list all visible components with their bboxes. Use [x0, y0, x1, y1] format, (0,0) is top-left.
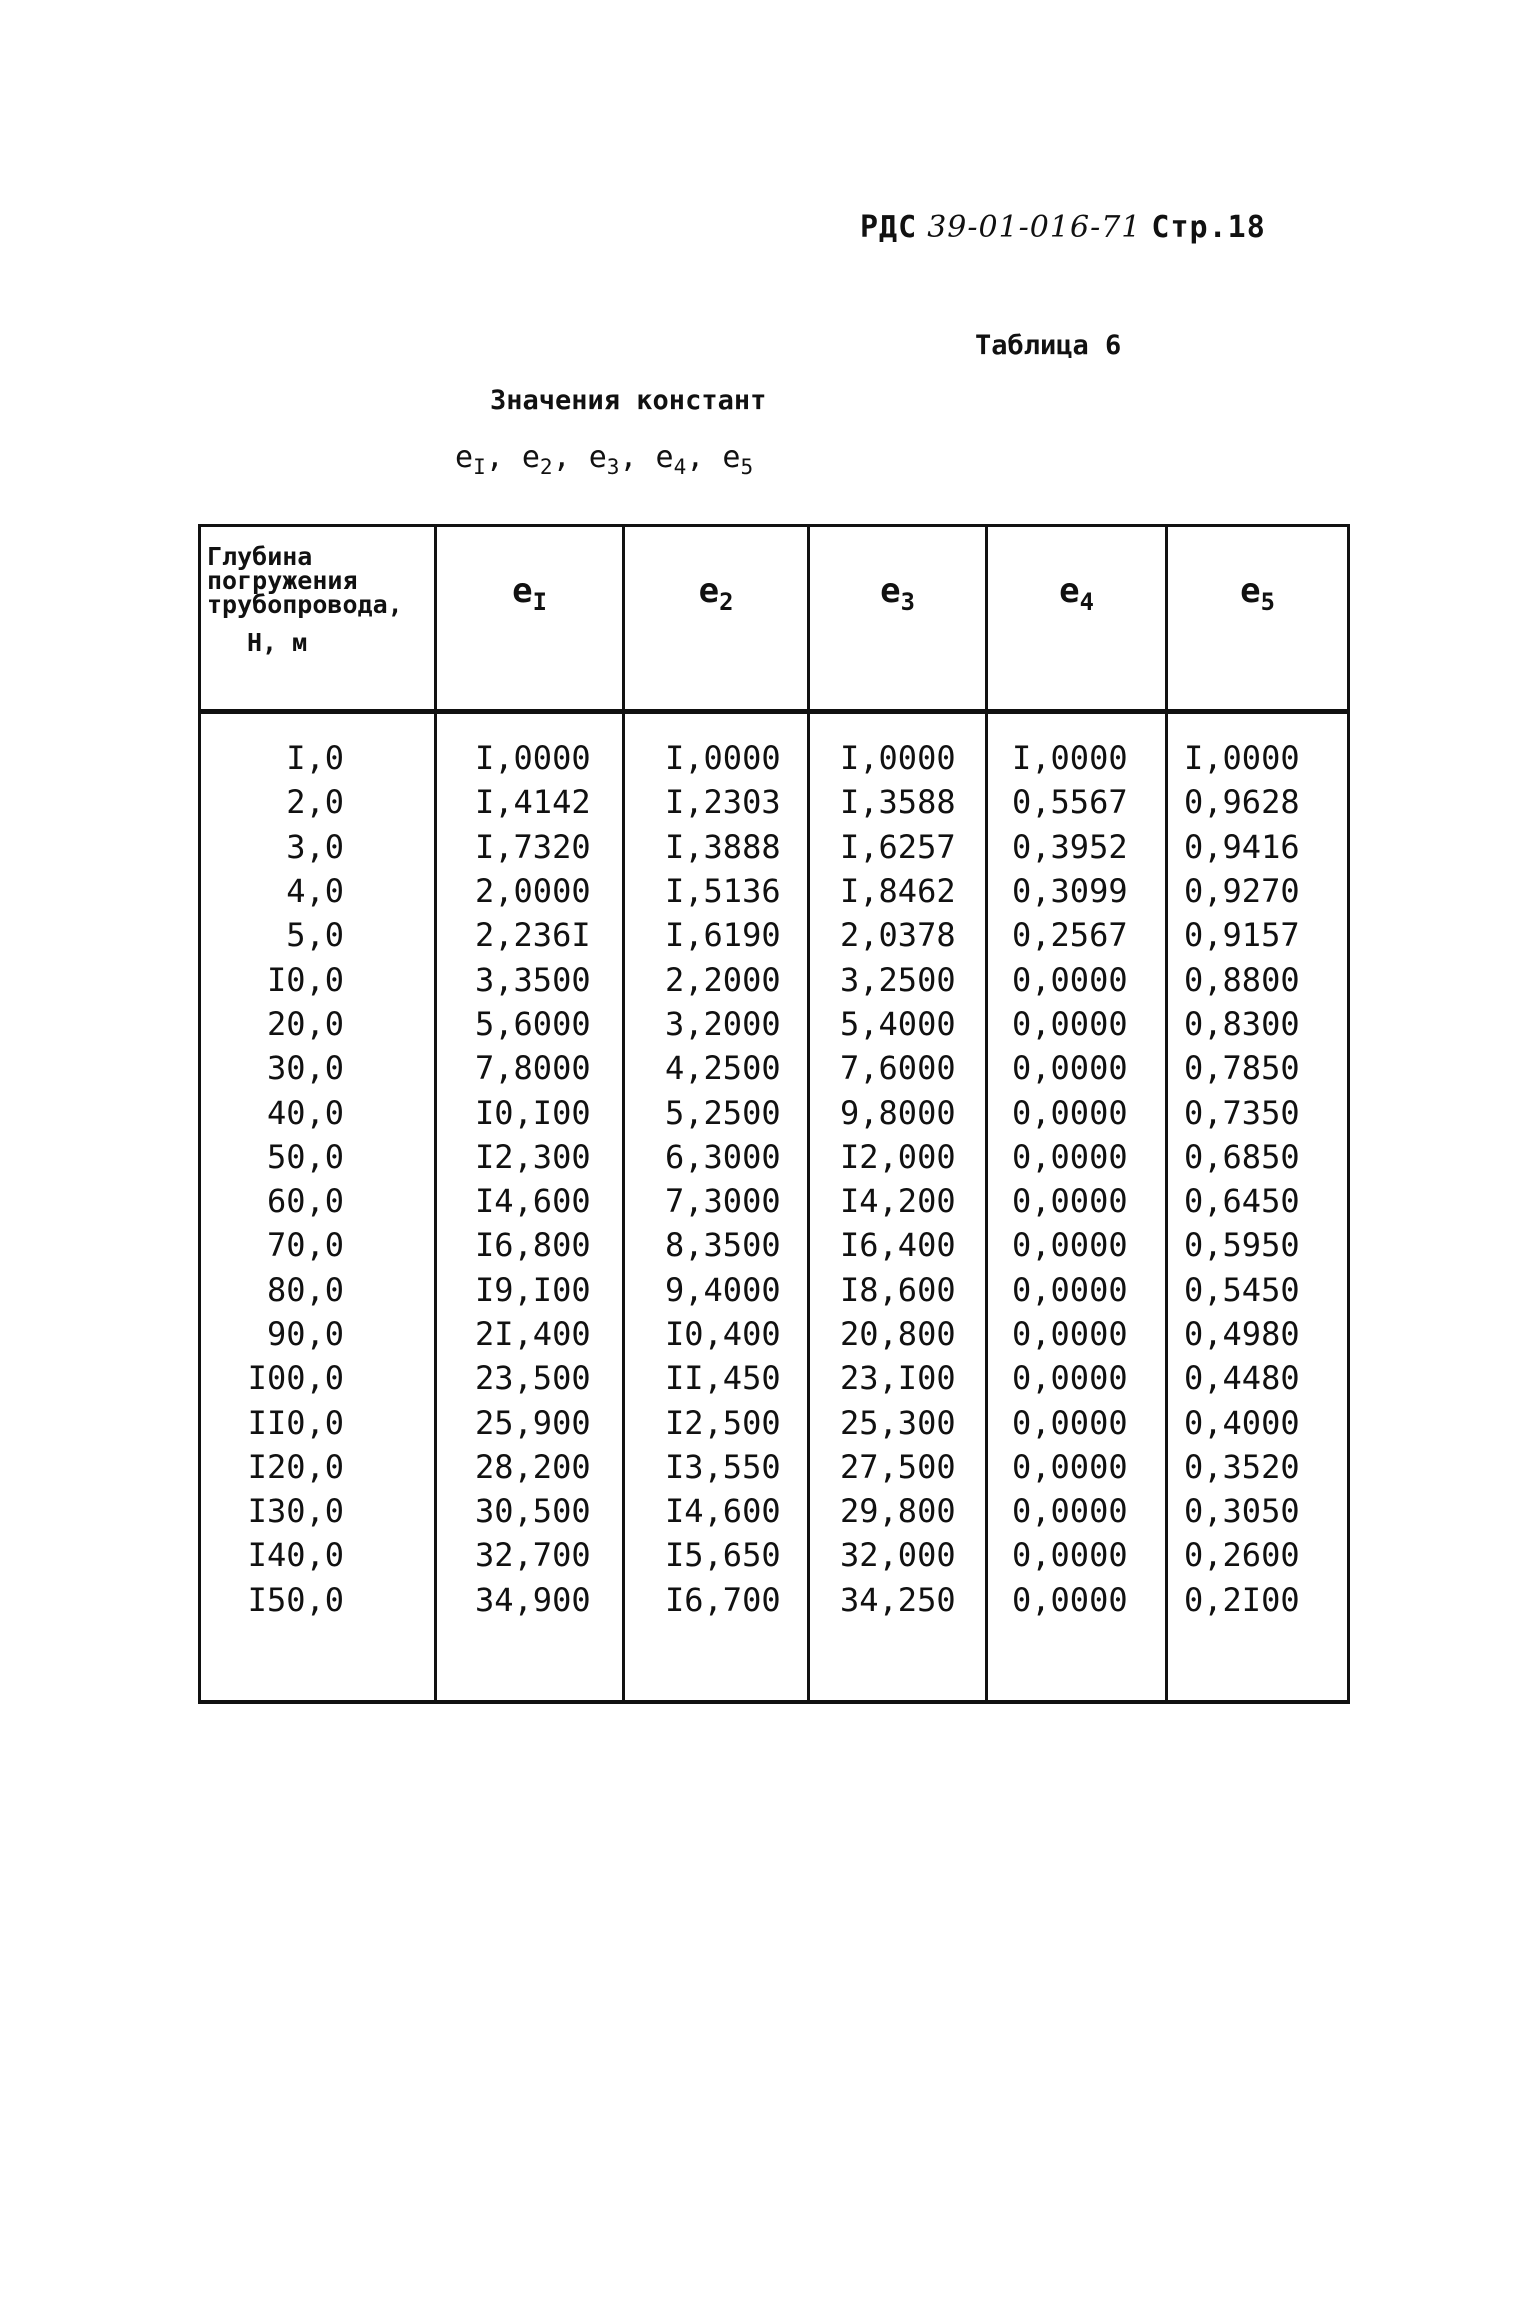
table-row	[200, 1002, 1349, 1046]
e3-cell: I2,000	[809, 1135, 987, 1179]
e4-cell: 0,2567	[987, 913, 1167, 957]
e2-cell: I,6190	[624, 913, 809, 957]
depth-cell: I50,0	[200, 1578, 436, 1622]
e5-cell: I,0000	[1167, 736, 1349, 780]
depth-cell: 60,0	[200, 1179, 436, 1223]
spacer-cell	[624, 1622, 809, 1702]
e5-cell: 0,3050	[1167, 1489, 1349, 1533]
e4-cell: 0,0000	[987, 1578, 1167, 1622]
e3-cell: 2,0378	[809, 913, 987, 957]
e1-cell: I,4142	[436, 780, 624, 824]
e1-cell: 2I,400	[436, 1312, 624, 1356]
spacer-cell	[809, 712, 987, 737]
spacer-cell	[809, 1622, 987, 1702]
e2-cell: 4,2500	[624, 1046, 809, 1090]
table-row	[200, 825, 1349, 869]
e5-cell: 0,4480	[1167, 1356, 1349, 1400]
e4-cell: 0,0000	[987, 1090, 1167, 1134]
e4-cell: 0,0000	[987, 1002, 1167, 1046]
e2-cell: I,3888	[624, 825, 809, 869]
table-row	[200, 1223, 1349, 1267]
e2-cell: I5,650	[624, 1533, 809, 1577]
depth-cell: 40,0	[200, 1090, 436, 1134]
e5-cell: 0,4000	[1167, 1400, 1349, 1444]
e5-cell: 0,2600	[1167, 1533, 1349, 1577]
depth-cell: 70,0	[200, 1223, 436, 1267]
symbol-e5: $e_5$	[722, 440, 754, 479]
table-row	[200, 1179, 1349, 1223]
e4-cell: 0,0000	[987, 1268, 1167, 1312]
header-depth-line2: погружения	[207, 566, 358, 595]
spacer-cell	[987, 1622, 1167, 1702]
e1-cell: 28,200	[436, 1445, 624, 1489]
e1-cell: I,0000	[436, 736, 624, 780]
e4-cell: 0,0000	[987, 1135, 1167, 1179]
e3-cell: 3,2500	[809, 957, 987, 1001]
e4-cell: 0,0000	[987, 1533, 1167, 1577]
header-e3: $e_3$	[809, 526, 987, 712]
symbol-e3: $e_3$	[588, 440, 620, 479]
depth-cell: II0,0	[200, 1400, 436, 1444]
e2-cell: I,2303	[624, 780, 809, 824]
spacer-cell	[1167, 712, 1349, 737]
e4-cell: 0,5567	[987, 780, 1167, 824]
e3-cell: 27,500	[809, 1445, 987, 1489]
e5-cell: 0,5950	[1167, 1223, 1349, 1267]
table-spacer-row	[200, 1622, 1349, 1702]
spacer-cell	[200, 712, 436, 737]
table-row	[200, 957, 1349, 1001]
depth-cell: I00,0	[200, 1356, 436, 1400]
e3-cell: 29,800	[809, 1489, 987, 1533]
e4-cell: 0,0000	[987, 1445, 1167, 1489]
e1-cell: I,7320	[436, 825, 624, 869]
table-row	[200, 869, 1349, 913]
document-header	[860, 210, 1266, 245]
symbol-e1: $e_I$	[455, 440, 486, 479]
doc-code: 39-01-016-71	[927, 210, 1142, 245]
depth-cell: 80,0	[200, 1268, 436, 1312]
e5-cell: 0,8800	[1167, 957, 1349, 1001]
header-depth	[200, 526, 436, 712]
e5-cell: 0,9270	[1167, 869, 1349, 913]
header-e5: $e_5$	[1167, 526, 1349, 712]
header-e2: $e_2$	[624, 526, 809, 712]
e2-cell: I6,700	[624, 1578, 809, 1622]
table-row	[200, 1400, 1349, 1444]
e2-cell: 5,2500	[624, 1090, 809, 1134]
table-row	[200, 1046, 1349, 1090]
table-row	[200, 1489, 1349, 1533]
e5-cell: 0,9628	[1167, 780, 1349, 824]
e5-cell: 0,3520	[1167, 1445, 1349, 1489]
e2-cell: 8,3500	[624, 1223, 809, 1267]
caption-symbols: $e_I$, $e_2$, $e_3$, $e_4$, $e_5$	[455, 440, 754, 479]
e4-cell: 0,0000	[987, 1400, 1167, 1444]
e2-cell: 2,2000	[624, 957, 809, 1001]
e3-cell: I,3588	[809, 780, 987, 824]
constants-table	[198, 524, 1350, 1704]
depth-cell: 90,0	[200, 1312, 436, 1356]
e2-cell: 7,3000	[624, 1179, 809, 1223]
depth-cell: I30,0	[200, 1489, 436, 1533]
e4-cell: 0,0000	[987, 1312, 1167, 1356]
spacer-cell	[436, 712, 624, 737]
e4-cell: 0,0000	[987, 1046, 1167, 1090]
symbol-e4: $e_4$	[655, 440, 687, 479]
table-caption: Значения констант	[490, 385, 767, 416]
e1-cell: I4,600	[436, 1179, 624, 1223]
table-row	[200, 1533, 1349, 1577]
e3-cell: I,6257	[809, 825, 987, 869]
spacer-cell	[987, 712, 1167, 737]
e5-cell: 0,6850	[1167, 1135, 1349, 1179]
table-row	[200, 1312, 1349, 1356]
table-row	[200, 1268, 1349, 1312]
depth-cell: 2,0	[200, 780, 436, 824]
e3-cell: 32,000	[809, 1533, 987, 1577]
e2-cell: I3,550	[624, 1445, 809, 1489]
symbol-e2: $e_2$	[521, 440, 553, 479]
depth-cell: 3,0	[200, 825, 436, 869]
e3-cell: I,0000	[809, 736, 987, 780]
e1-cell: 7,8000	[436, 1046, 624, 1090]
e3-cell: 7,6000	[809, 1046, 987, 1090]
e1-cell: I9,I00	[436, 1268, 624, 1312]
table-row	[200, 1578, 1349, 1622]
e5-cell: 0,7850	[1167, 1046, 1349, 1090]
e2-cell: I,5136	[624, 869, 809, 913]
depth-cell: I40,0	[200, 1533, 436, 1577]
e5-cell: 0,4980	[1167, 1312, 1349, 1356]
table-spacer-row	[200, 712, 1349, 737]
e3-cell: I4,200	[809, 1179, 987, 1223]
e3-cell: I6,400	[809, 1223, 987, 1267]
e2-cell: 9,4000	[624, 1268, 809, 1312]
depth-cell: 20,0	[200, 1002, 436, 1046]
table-row	[200, 1135, 1349, 1179]
e4-cell: 0,0000	[987, 957, 1167, 1001]
e1-cell: 2,0000	[436, 869, 624, 913]
header-depth-line3: трубопровода,	[207, 590, 403, 619]
e4-cell: I,0000	[987, 736, 1167, 780]
e5-cell: 0,9157	[1167, 913, 1349, 957]
spacer-cell	[1167, 1622, 1349, 1702]
e2-cell: 6,3000	[624, 1135, 809, 1179]
table-label: Таблица 6	[975, 330, 1122, 361]
header-depth-unit: H, м	[247, 628, 308, 657]
table-row	[200, 780, 1349, 824]
depth-cell: I20,0	[200, 1445, 436, 1489]
e2-cell: II,450	[624, 1356, 809, 1400]
e5-cell: 0,7350	[1167, 1090, 1349, 1134]
e4-cell: 0,0000	[987, 1356, 1167, 1400]
table-row	[200, 913, 1349, 957]
page-number: Стр.18	[1151, 210, 1266, 245]
e5-cell: 0,8300	[1167, 1002, 1349, 1046]
e1-cell: 34,900	[436, 1578, 624, 1622]
e1-cell: 25,900	[436, 1400, 624, 1444]
header-row	[200, 526, 1349, 712]
e3-cell: 25,300	[809, 1400, 987, 1444]
e1-cell: 23,500	[436, 1356, 624, 1400]
e5-cell: 0,2I00	[1167, 1578, 1349, 1622]
e3-cell: I,8462	[809, 869, 987, 913]
e3-cell: 34,250	[809, 1578, 987, 1622]
e1-cell: 30,500	[436, 1489, 624, 1533]
spacer-cell	[436, 1622, 624, 1702]
e2-cell: 3,2000	[624, 1002, 809, 1046]
e5-cell: 0,5450	[1167, 1268, 1349, 1312]
e5-cell: 0,9416	[1167, 825, 1349, 869]
e2-cell: I4,600	[624, 1489, 809, 1533]
spacer-cell	[624, 712, 809, 737]
header-e1: $e_I$	[436, 526, 624, 712]
table-row	[200, 736, 1349, 780]
spacer-cell	[200, 1622, 436, 1702]
depth-cell: 50,0	[200, 1135, 436, 1179]
e1-cell: 2,236I	[436, 913, 624, 957]
doc-prefix: РДС	[860, 210, 918, 245]
e4-cell: 0,0000	[987, 1179, 1167, 1223]
header-e4: $e_4$	[987, 526, 1167, 712]
e4-cell: 0,0000	[987, 1489, 1167, 1533]
e1-cell: I2,300	[436, 1135, 624, 1179]
e3-cell: 20,800	[809, 1312, 987, 1356]
depth-cell: 4,0	[200, 869, 436, 913]
e4-cell: 0,3952	[987, 825, 1167, 869]
e3-cell: 5,4000	[809, 1002, 987, 1046]
e3-cell: I8,600	[809, 1268, 987, 1312]
e3-cell: 9,8000	[809, 1090, 987, 1134]
table-row	[200, 1445, 1349, 1489]
header-depth-line1: Глубина	[207, 542, 313, 571]
e1-cell: 5,6000	[436, 1002, 624, 1046]
e1-cell: 3,3500	[436, 957, 624, 1001]
e1-cell: 32,700	[436, 1533, 624, 1577]
table-row	[200, 1090, 1349, 1134]
depth-cell: 30,0	[200, 1046, 436, 1090]
depth-cell: I,0	[200, 736, 436, 780]
e2-cell: I2,500	[624, 1400, 809, 1444]
e1-cell: I0,I00	[436, 1090, 624, 1134]
depth-cell: I0,0	[200, 957, 436, 1001]
table-row	[200, 1356, 1349, 1400]
e4-cell: 0,0000	[987, 1223, 1167, 1267]
e1-cell: I6,800	[436, 1223, 624, 1267]
e5-cell: 0,6450	[1167, 1179, 1349, 1223]
e4-cell: 0,3099	[987, 869, 1167, 913]
e2-cell: I,0000	[624, 736, 809, 780]
e3-cell: 23,I00	[809, 1356, 987, 1400]
table-body	[200, 712, 1349, 1702]
e2-cell: I0,400	[624, 1312, 809, 1356]
depth-cell: 5,0	[200, 913, 436, 957]
